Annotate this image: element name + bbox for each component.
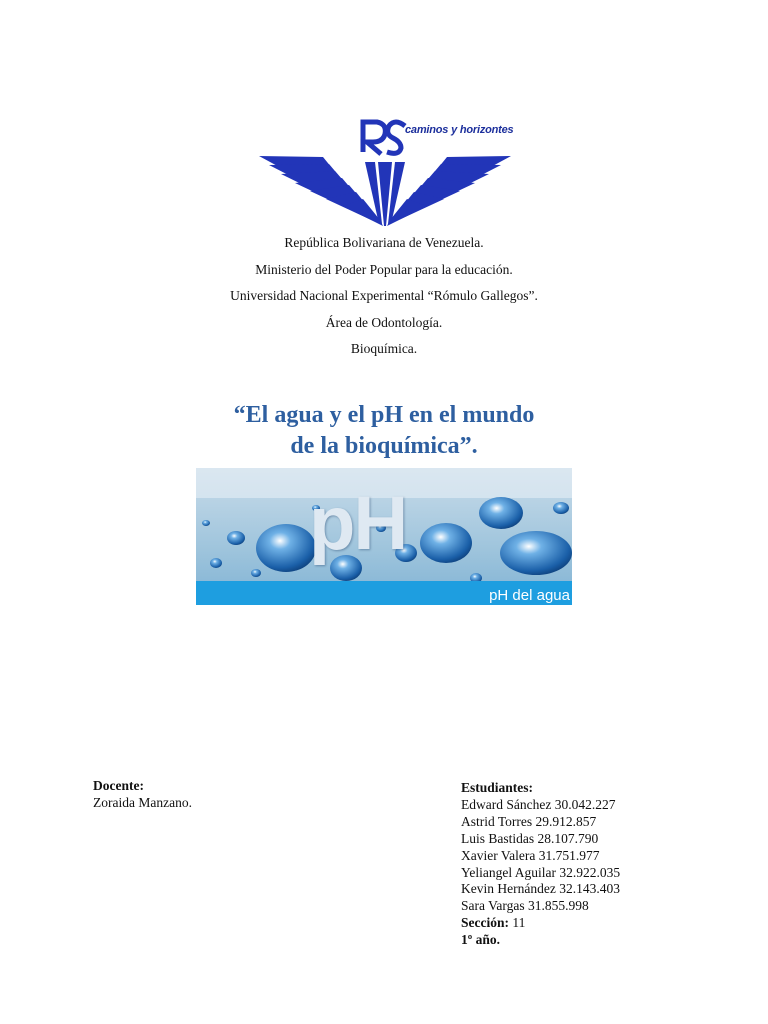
students-block: [461, 780, 620, 949]
header-line-university: Universidad Nacional Experimental “Rómulo Gallegos”.: [230, 288, 538, 303]
institution-header: [0, 234, 768, 367]
rg-monogram: [363, 122, 405, 154]
title-line-1: “El agua y el pH en el mundo: [233, 402, 535, 428]
student-item: Xavier Valera 31.751.977: [461, 847, 600, 863]
student-item: Astrid Torres 29.912.857: [461, 813, 597, 829]
teacher-block: [93, 777, 192, 811]
header-line-ministry: Ministerio del Poder Popular para la educación.: [255, 261, 513, 277]
header-line-subject: Bioquímica.: [350, 341, 418, 356]
year-label: 1º año.: [461, 932, 500, 948]
student-item: Edward Sánchez 30.042.227: [461, 796, 616, 812]
section-label: Sección:: [461, 915, 509, 931]
students-label: Estudiantes:: [461, 780, 534, 795]
teacher-label: Docente:: [93, 778, 144, 793]
sunburst-rays: [259, 156, 511, 226]
section-line: [461, 915, 620, 932]
ph-big-text: pH: [309, 481, 407, 566]
ph-banner-image: [196, 468, 572, 605]
section-value: 11: [509, 915, 526, 931]
logo-text: caminos y horizontes: [405, 124, 514, 136]
student-item: Yeliangel Aguilar 32.922.035: [461, 864, 621, 880]
student-item: Luis Bastidas 28.107.790: [461, 830, 599, 846]
header-line-country: República Bolivariana de Venezuela.: [284, 235, 484, 250]
teacher-name: Zoraida Manzano.: [93, 795, 192, 810]
student-item: Kevin Hernández 32.143.403: [461, 881, 620, 897]
header-line-area: Área de Odontología.: [325, 314, 443, 330]
banner-caption: pH del agua: [489, 587, 570, 604]
student-item: Sara Vargas 31.855.998: [461, 898, 589, 914]
title-line-2: de la bioquímica”.: [290, 433, 478, 459]
document-title: [0, 400, 768, 462]
